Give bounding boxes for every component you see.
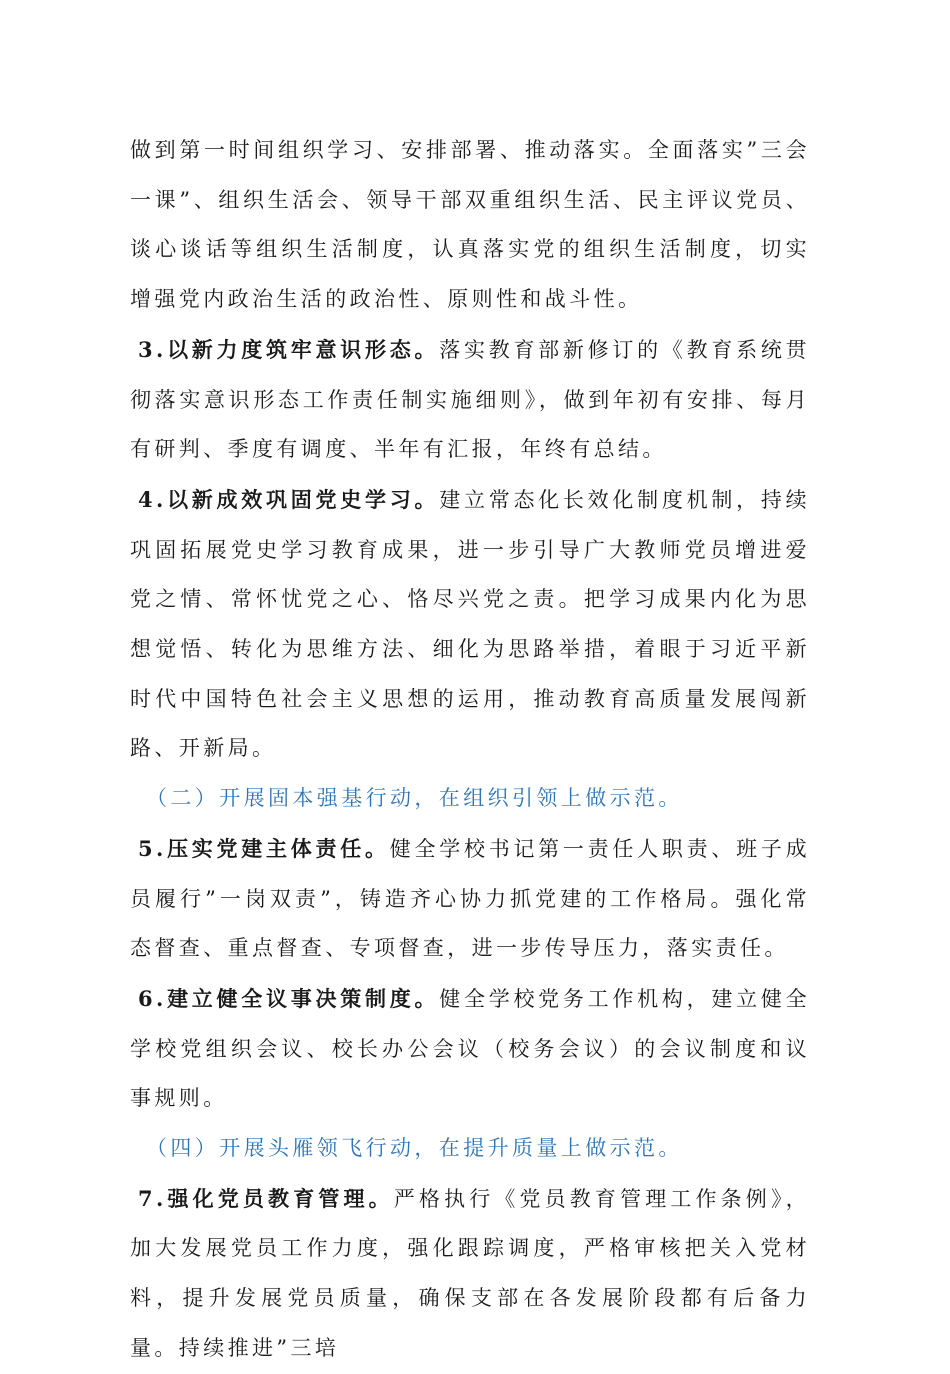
paragraph-text: 健全学校书记第一责任人职责、班子成员履行”一岗双责”，铸造齐心协力抓党建的工作格局。强化常态督查、重点督查、专项督查，进一步传导压力，落实责任。 [130, 836, 810, 961]
paragraph-text: 严格执行《党员教育管理工作条例》，加大发展党员工作力度，强化跟踪调度，严格审核把关入党材料，提升发展党员质量，确保支部在各发展阶段都有后备力量。持续推进”三培 [130, 1186, 810, 1360]
item-heading: 3.以新力度筑牢意识形态。 [138, 336, 440, 362]
paragraph-item-3 [130, 325, 810, 475]
item-heading: 4.以新成效巩固党史学习。 [138, 486, 440, 512]
item-heading: 5.压实党建主体责任。 [138, 835, 390, 861]
paragraph-continuation [130, 126, 810, 325]
paragraph-item-4 [130, 475, 810, 774]
item-heading: 7.强化党员教育管理。 [138, 1185, 394, 1211]
paragraph-text: 落实教育部新修订的《教育系统贯彻落实意识形态工作责任制实施细则》，做到年初有安排、每月有研判、季度有调度、半年有汇报，年终有总结。 [130, 337, 810, 462]
paragraph-text: 做到第一时间组织学习、安排部署、推动落实。全面落实”三会一课”、组织生活会、领导干部双重组织生活、民主评议党员、谈心谈话等组织生活制度，认真落实党的组织生活制度，切实增强党内政治生活的政治性、原则性和战斗性。 [130, 138, 810, 312]
paragraph-item-6 [130, 974, 810, 1124]
document-body [130, 126, 810, 1374]
section-heading-2: （二）开展固本强基行动，在组织引领上做示范。 [146, 786, 683, 811]
paragraph-text: 建立常态化长效化制度机制，持续巩固拓展党史学习教育成果，进一步引导广大教师党员增进爱党之情、常怀忧党之心、恪尽兴党之责。把学习成果内化为思想觉悟、转化为思维方法、细化为思路举措，着眼于习近平新时代中国特色社会主义思想的运用，推动教育高质量发展闯新路、开新局。 [130, 487, 810, 761]
section-heading-4: （四）开展头雁领飞行动，在提升质量上做示范。 [146, 1136, 683, 1161]
paragraph-item-5 [130, 824, 810, 974]
item-heading: 6.建立健全议事决策制度。 [138, 985, 440, 1011]
paragraph-text: 健全学校党务工作机构，建立健全学校党组织会议、校长办公会议（校务会议）的会议制度和议事规则。 [130, 986, 810, 1111]
